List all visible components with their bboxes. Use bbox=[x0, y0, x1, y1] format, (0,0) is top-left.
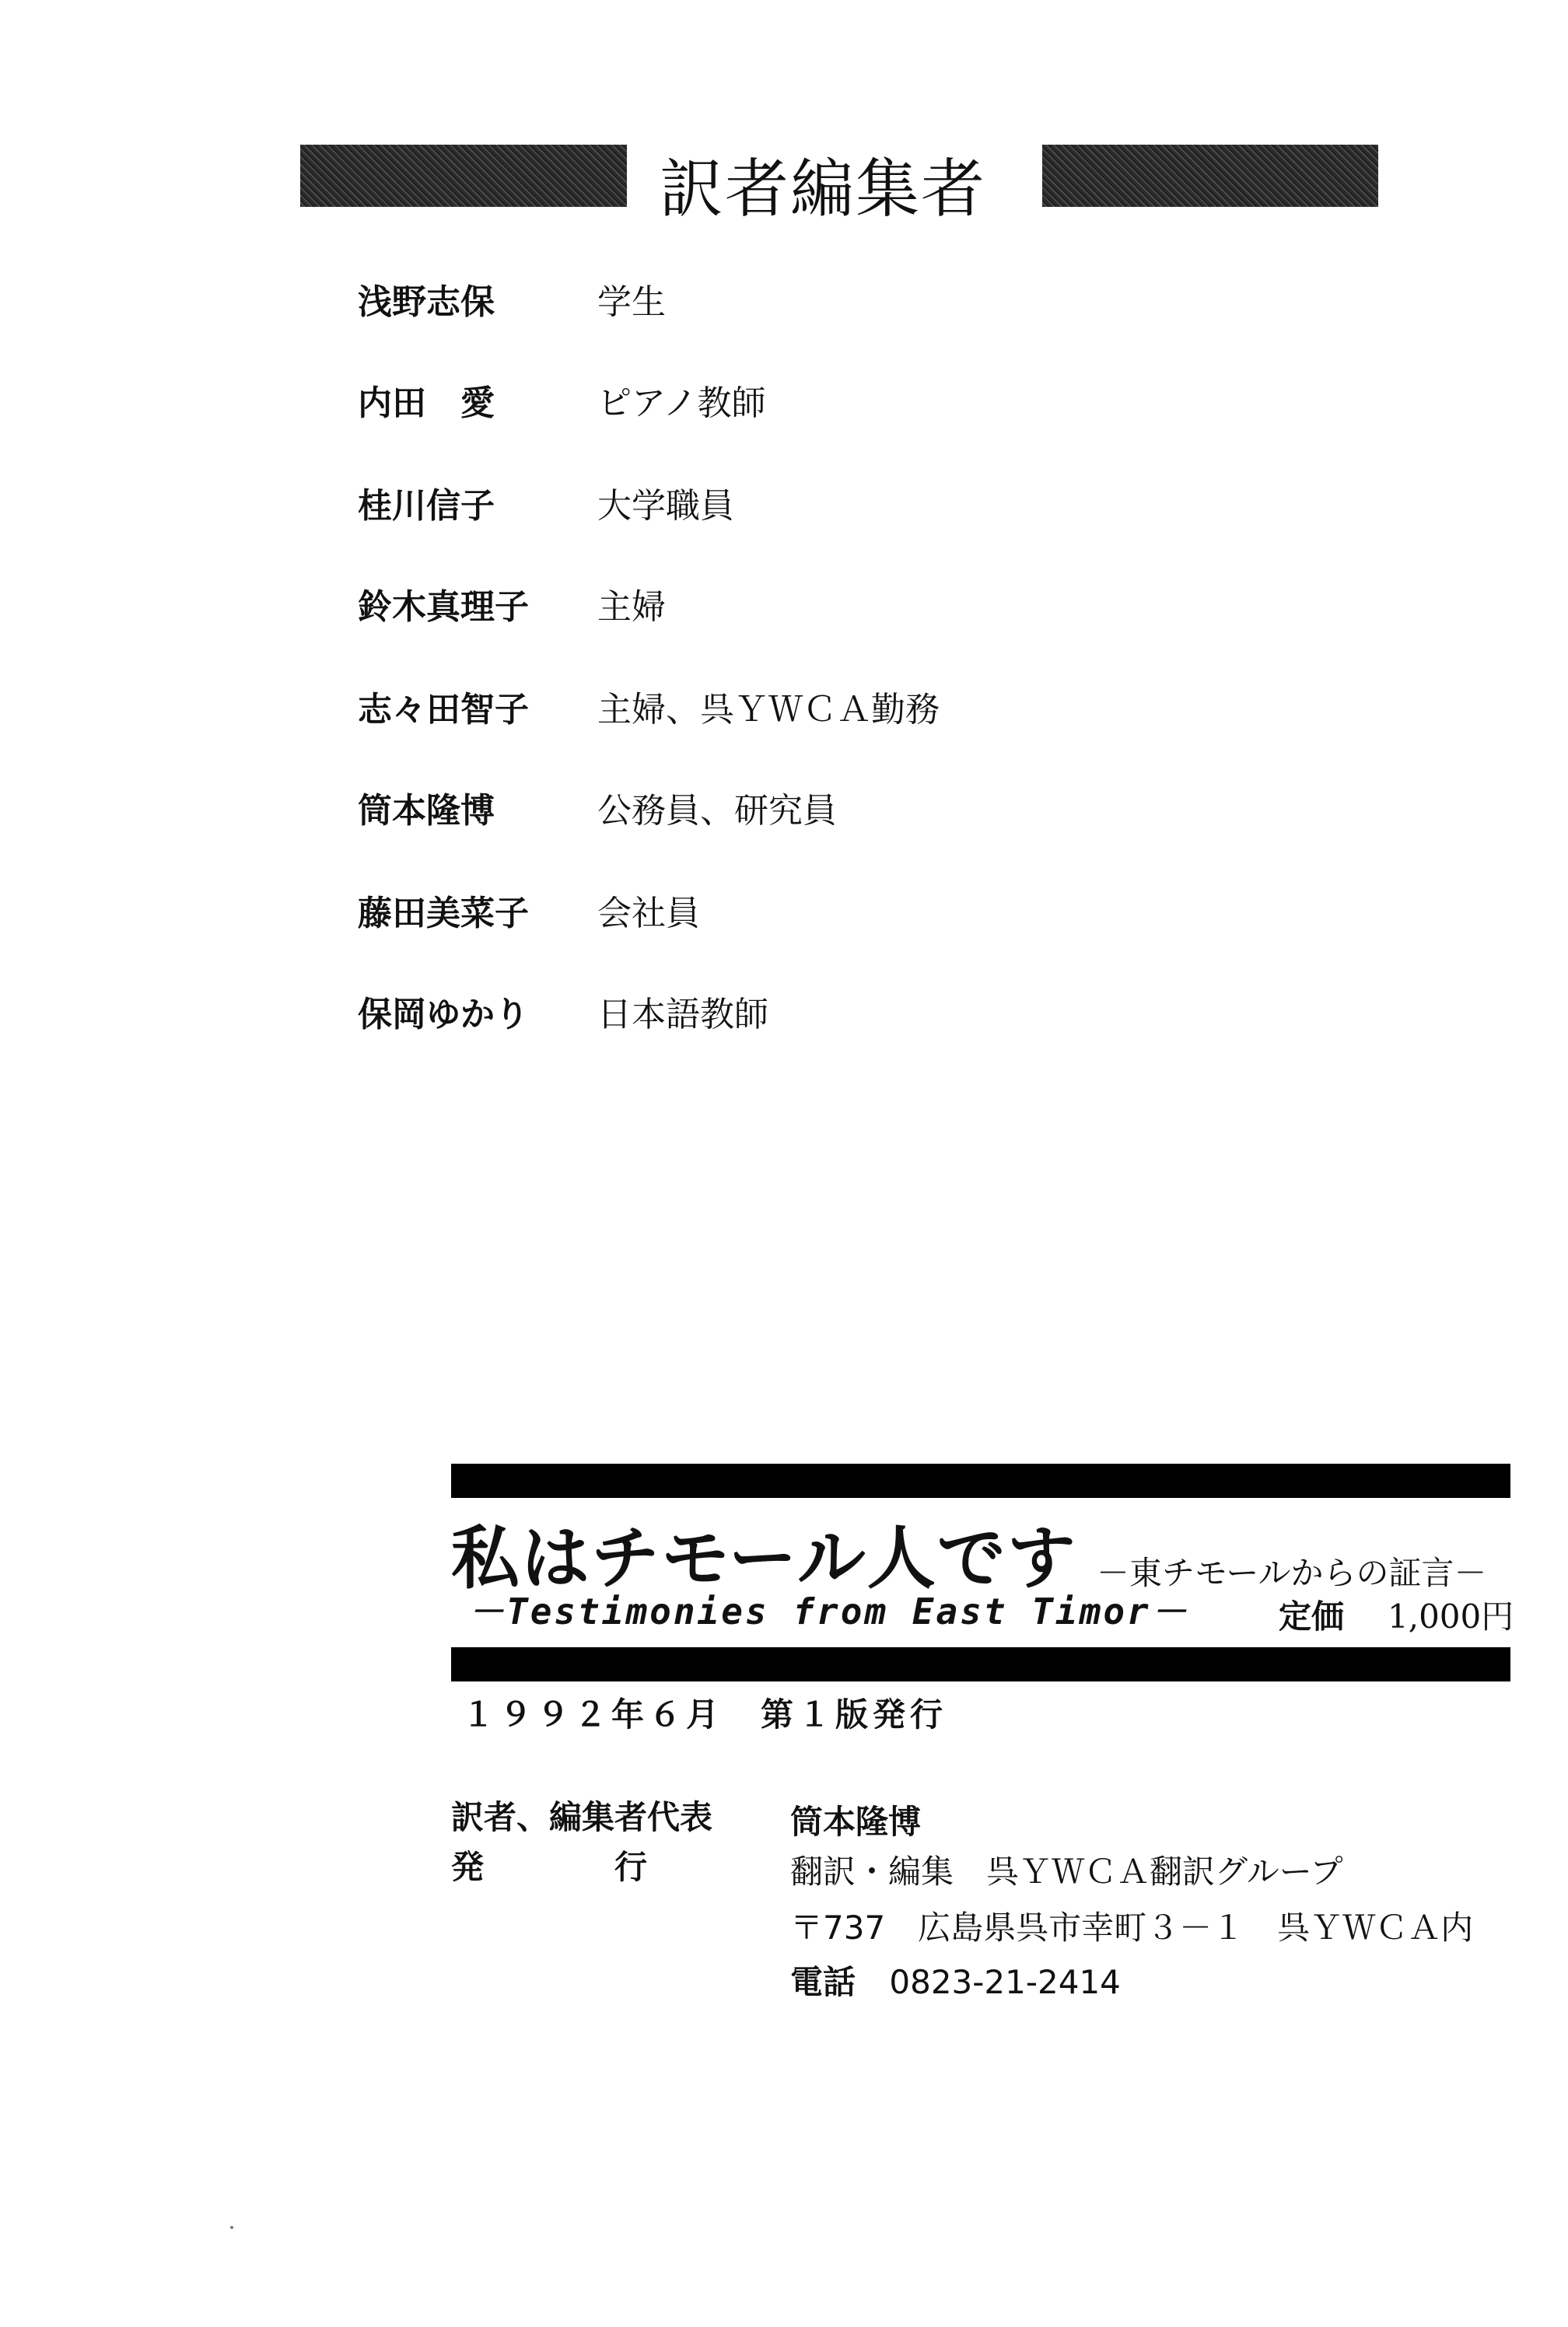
translator-name: 志々田智子 bbox=[358, 690, 529, 730]
header-bar-left bbox=[300, 145, 627, 207]
translator-name: 内田 愛 bbox=[358, 383, 495, 423]
page-title: 訳者編集者 bbox=[660, 152, 987, 226]
price-value: 1,000円 bbox=[1388, 1597, 1514, 1636]
representative-label: 訳者、編集者代表 bbox=[451, 1798, 713, 1836]
translator-occupation: 主婦 bbox=[597, 587, 666, 627]
translator-row bbox=[358, 681, 1213, 736]
translator-row bbox=[358, 579, 1213, 633]
representative-name: 筒本隆博 bbox=[790, 1803, 922, 1841]
translator-occupation: 日本語教師 bbox=[597, 995, 768, 1034]
translator-row bbox=[358, 885, 1213, 940]
translator-name: 保岡ゆかり bbox=[358, 995, 529, 1034]
translator-name: 浅野志保 bbox=[358, 282, 495, 322]
translator-occupation: 大学職員 bbox=[597, 486, 734, 526]
translator-row bbox=[358, 986, 1213, 1041]
colophon-top-rule bbox=[451, 1464, 1510, 1498]
translator-name: 筒本隆博 bbox=[358, 791, 495, 831]
translator-occupation: 学生 bbox=[597, 282, 666, 322]
phone-label: 電話 bbox=[790, 1963, 856, 2001]
price-label: 定価 bbox=[1279, 1597, 1345, 1636]
translator-name: 桂川信子 bbox=[358, 486, 495, 526]
publisher-name: 翻訳・編集 呉ＹＷＣＡ翻訳グループ bbox=[790, 1853, 1343, 1891]
book-subtitle: －東チモールからの証言－ bbox=[1097, 1554, 1487, 1592]
translator-occupation: 会社員 bbox=[597, 894, 700, 933]
translator-row bbox=[358, 274, 1213, 328]
book-title: 私はチモール人です bbox=[451, 1518, 1077, 1598]
translator-row bbox=[358, 782, 1213, 837]
publisher-address: 〒737 広島県呉市幸町３－１ 呉ＹＷＣＡ内 bbox=[790, 1909, 1474, 1947]
phone-number: 0823-21-2414 bbox=[889, 1963, 1121, 2001]
translator-occupation: 公務員、研究員 bbox=[597, 791, 837, 831]
translator-row bbox=[358, 478, 1213, 532]
translator-occupation: ピアノ教師 bbox=[597, 383, 766, 423]
stray-mark bbox=[230, 2226, 233, 2229]
book-english-title: －Testimonies from East Timor－ bbox=[468, 1590, 1189, 1632]
translator-name: 鈴木真理子 bbox=[358, 587, 529, 627]
edition-date: １９９２年６月 第１版発行 bbox=[462, 1695, 948, 1734]
publisher-phone-line bbox=[790, 1957, 1121, 2003]
publisher-label: 発 行 bbox=[451, 1848, 648, 1886]
header-bar-right bbox=[1042, 145, 1378, 207]
colophon-bottom-rule bbox=[451, 1647, 1510, 1681]
translator-row bbox=[358, 375, 1213, 429]
translator-occupation: 主婦、呉ＹＷＣＡ勤務 bbox=[597, 690, 940, 730]
translator-name: 藤田美菜子 bbox=[358, 894, 529, 933]
